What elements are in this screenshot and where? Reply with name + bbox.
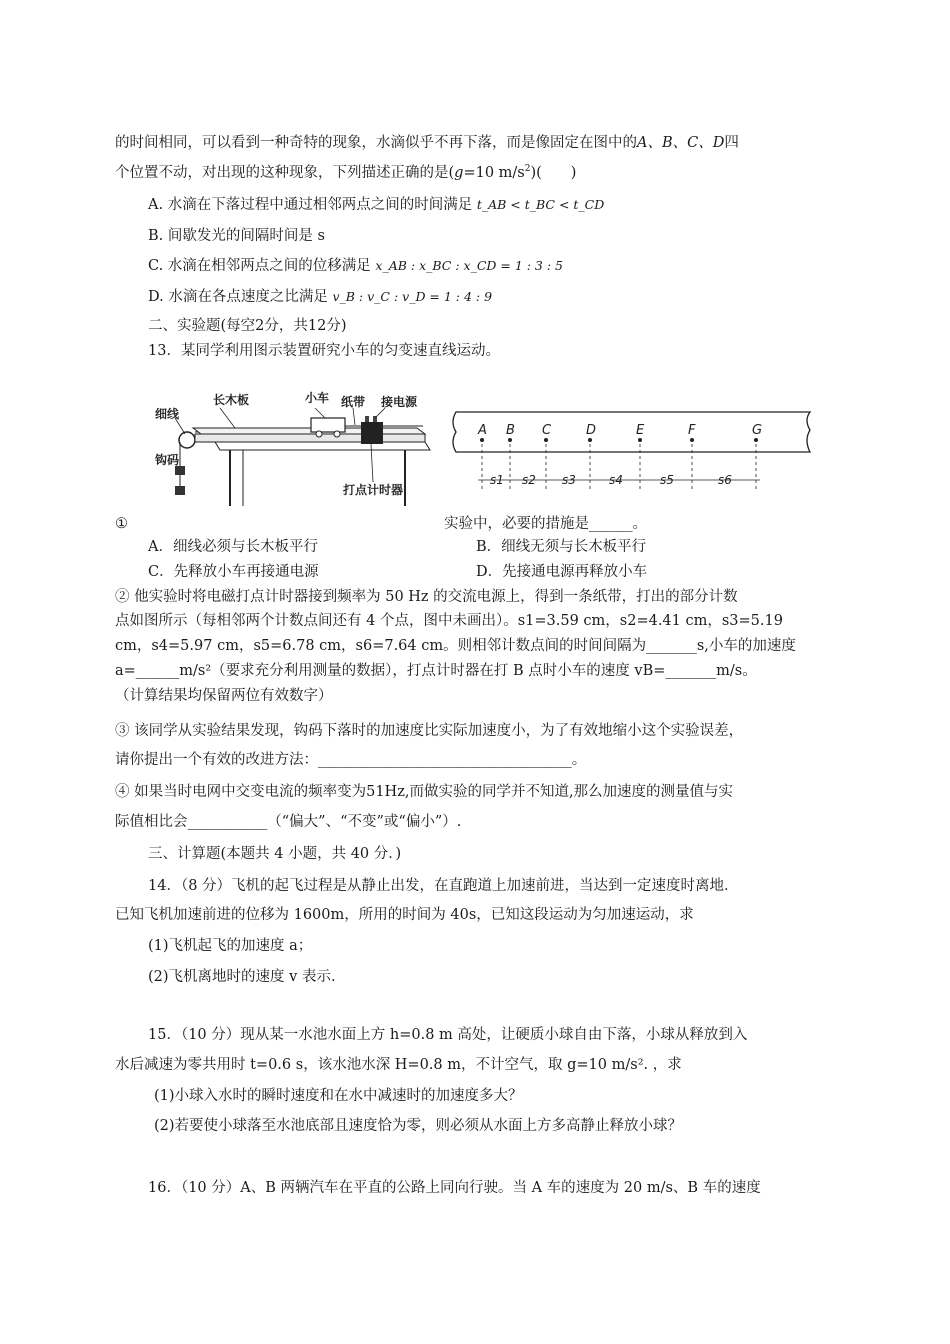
q12-option-b-text: B. 间歇发光的间隔时间是 s xyxy=(148,228,325,244)
apparatus-figure xyxy=(155,388,440,506)
tape-point-D: D xyxy=(586,423,597,438)
label-thin-string: 细线 xyxy=(155,407,180,421)
q12-g-value: =10 m/s xyxy=(463,165,525,181)
q13-stem: 13．某同学利用图示装置研究小车的匀变速直线运动。 xyxy=(148,343,500,359)
part2-line1: ② 他实验时将电磁打点计时器接到频率为 50 Hz 的交流电源上，得到一条纸带，打出的部分计数 xyxy=(115,589,738,605)
tape-figure xyxy=(448,408,820,498)
q12-option-a xyxy=(148,195,604,215)
q15-sub2: (2)若要使小球落至水池底部且速度恰为零，则必须从水面上方多高静止释放小球？ xyxy=(154,1118,683,1134)
cart xyxy=(311,418,345,432)
q12-option-d-math: v_B : v_C : v_D = 1 : 4 : 9 xyxy=(332,289,493,304)
weight-icon xyxy=(175,466,185,475)
label-long-board: 长木板 xyxy=(213,393,250,407)
tape-point-E: E xyxy=(636,423,645,438)
q15-sub1: (1)小球入水时的瞬时速度和在水中减速时的加速度多大？ xyxy=(154,1088,523,1104)
q12-option-b xyxy=(148,226,325,246)
q12-option-c xyxy=(148,256,563,276)
q14-line1: 14．（8 分）飞机的起飞过程是从静止出发，在直跑道上加速前进，当达到一定速度时离地． xyxy=(148,878,739,894)
label-weights: 钩码 xyxy=(155,453,180,467)
tape-dot xyxy=(690,438,694,442)
tape-point-A: A xyxy=(478,423,487,438)
q14-sub1: (1)飞机起飞的加速度 a； xyxy=(148,938,313,954)
part2-line4: a=______m/s²（要求充分利用测量的数据），打点计时器在打 B 点时小车的速度 vB=_______m/s。 xyxy=(115,663,757,679)
tape-dot xyxy=(480,438,484,442)
part1-option-c: C．先释放小车再接通电源 xyxy=(148,564,319,580)
long-board xyxy=(193,428,425,434)
q15-line1: 15．（10 分）现从某一水池水面上方 h=0.8 m 高处，让硬质小球自由下落，小球从释放到入 xyxy=(148,1027,748,1043)
q12-line1 xyxy=(115,133,739,153)
tape-segment-s3: s3 xyxy=(562,473,576,487)
part3-line2: 请你提出一个有效的改进方法：___________________________________。 xyxy=(115,752,587,768)
tape-segment-s2: s2 xyxy=(522,473,536,487)
label-timer: 打点计时器 xyxy=(343,483,404,497)
q12-option-c-text: C. 水滴在相邻两点之间的位移满足 xyxy=(148,258,371,274)
tape-dot xyxy=(588,438,592,442)
tape-point-G: G xyxy=(752,423,763,438)
timer-icon xyxy=(361,422,383,444)
part2-line2: 点如图所示（每相邻两个计数点间还有 4 个点，图中未画出）。s1=3.59 cm，s2=4.41 cm，s3=5.19 xyxy=(115,613,783,629)
q12-line1-end: 四 xyxy=(724,135,739,151)
label-power: 接电源 xyxy=(381,395,418,409)
part1-text: 实验中，必要的措施是______。 xyxy=(444,516,647,532)
label-paper-tape: 纸带 xyxy=(341,395,366,409)
section2-title: 二、实验题(每空2分，共12分) xyxy=(148,318,347,334)
tape-dot xyxy=(508,438,512,442)
tape-dot xyxy=(544,438,548,442)
q12-option-a-math: t_AB < t_BC < t_CD xyxy=(476,197,605,212)
part2-line3: cm，s4=5.97 cm，s5=6.78 cm，s6=7.64 cm。则相邻计数点间的时间间隔为_______s,小车的加速度 xyxy=(115,638,796,654)
label-cart: 小车 xyxy=(305,391,330,405)
tape-point-C: C xyxy=(542,423,552,438)
tape-dot xyxy=(638,438,642,442)
pulley-icon xyxy=(179,432,195,448)
q12-option-d-text: D. 水滴在各点速度之比满足 xyxy=(148,289,328,305)
tape-dot xyxy=(754,438,758,442)
q14-sub2: (2)飞机离地时的速度 v 表示. xyxy=(148,969,336,985)
part1-circle: ① xyxy=(115,516,128,532)
q16-line1: 16．（10 分）A、B 两辆汽车在平直的公路上同向行驶。当 A 车的速度为 20 m/s、B 车的速度 xyxy=(148,1180,761,1196)
tape-point-B: B xyxy=(506,423,515,438)
tape-segment-s5: s5 xyxy=(660,473,674,487)
part4-line2: 际值相比会___________（“偏大”、“不变”或“偏小”）. xyxy=(115,814,462,830)
q12-line1-text: 的时间相同，可以看到一种奇特的现象，水滴似乎不再下落，而是像固定在图中的 xyxy=(115,135,637,151)
q15-line2: 水后减速为零共用时 t=0.6 s，该水池水深 H=0.8 m，不计空气，取 g=10 m/s². ，求 xyxy=(115,1057,682,1073)
q12-line2-end: )( ) xyxy=(530,165,577,181)
tape-segment-s6: s6 xyxy=(718,473,732,487)
q12-option-c-math: x_AB : x_BC : x_CD = 1 : 3 : 5 xyxy=(375,258,563,273)
part3-line1: ③ 该同学从实验结果发现，钩码下落时的加速度比实际加速度小，为了有效地缩小这个实验误差， xyxy=(115,723,744,739)
q14-line2: 已知飞机加速前进的位移为 1600m，所用的时间为 40s，已知这段运动为匀加速运动，求 xyxy=(115,907,694,923)
part2-line5: （计算结果均保留两位有效数字） xyxy=(115,688,333,704)
section3-title: 三、计算题(本题共 4 小题，共 40 分．) xyxy=(148,846,402,862)
q12-option-a-text: A. 水滴在下落过程中通过相邻两点之间的时间满足 xyxy=(148,197,473,213)
q12-line2-text: 个位置不动，对出现的这种现象，下列描述正确的是( xyxy=(115,165,455,181)
part1-option-b: B．细线无须与长木板平行 xyxy=(476,539,647,555)
weight-icon xyxy=(175,486,185,495)
q12-g-label: g xyxy=(454,165,464,181)
q12-points: A、B、C、D xyxy=(637,135,725,151)
tape-segment-s4: s4 xyxy=(609,473,623,487)
tape-segment-s1: s1 xyxy=(490,473,504,487)
tape-point-F: F xyxy=(688,423,696,438)
part1-option-d: D．先接通电源再释放小车 xyxy=(476,564,648,580)
part1-option-a: A．细线必须与长木板平行 xyxy=(148,539,318,555)
q12-option-d xyxy=(148,287,492,307)
part4-line1: ④ 如果当时电网中交变电流的频率变为51Hz,而做实验的同学并不知道,那么加速度的测量值与实 xyxy=(115,784,734,800)
q12-line2: 个位置不动，对出现的这种现象，下列描述正确的是(g=10 $m/s^2$)( ) xyxy=(115,164,577,181)
